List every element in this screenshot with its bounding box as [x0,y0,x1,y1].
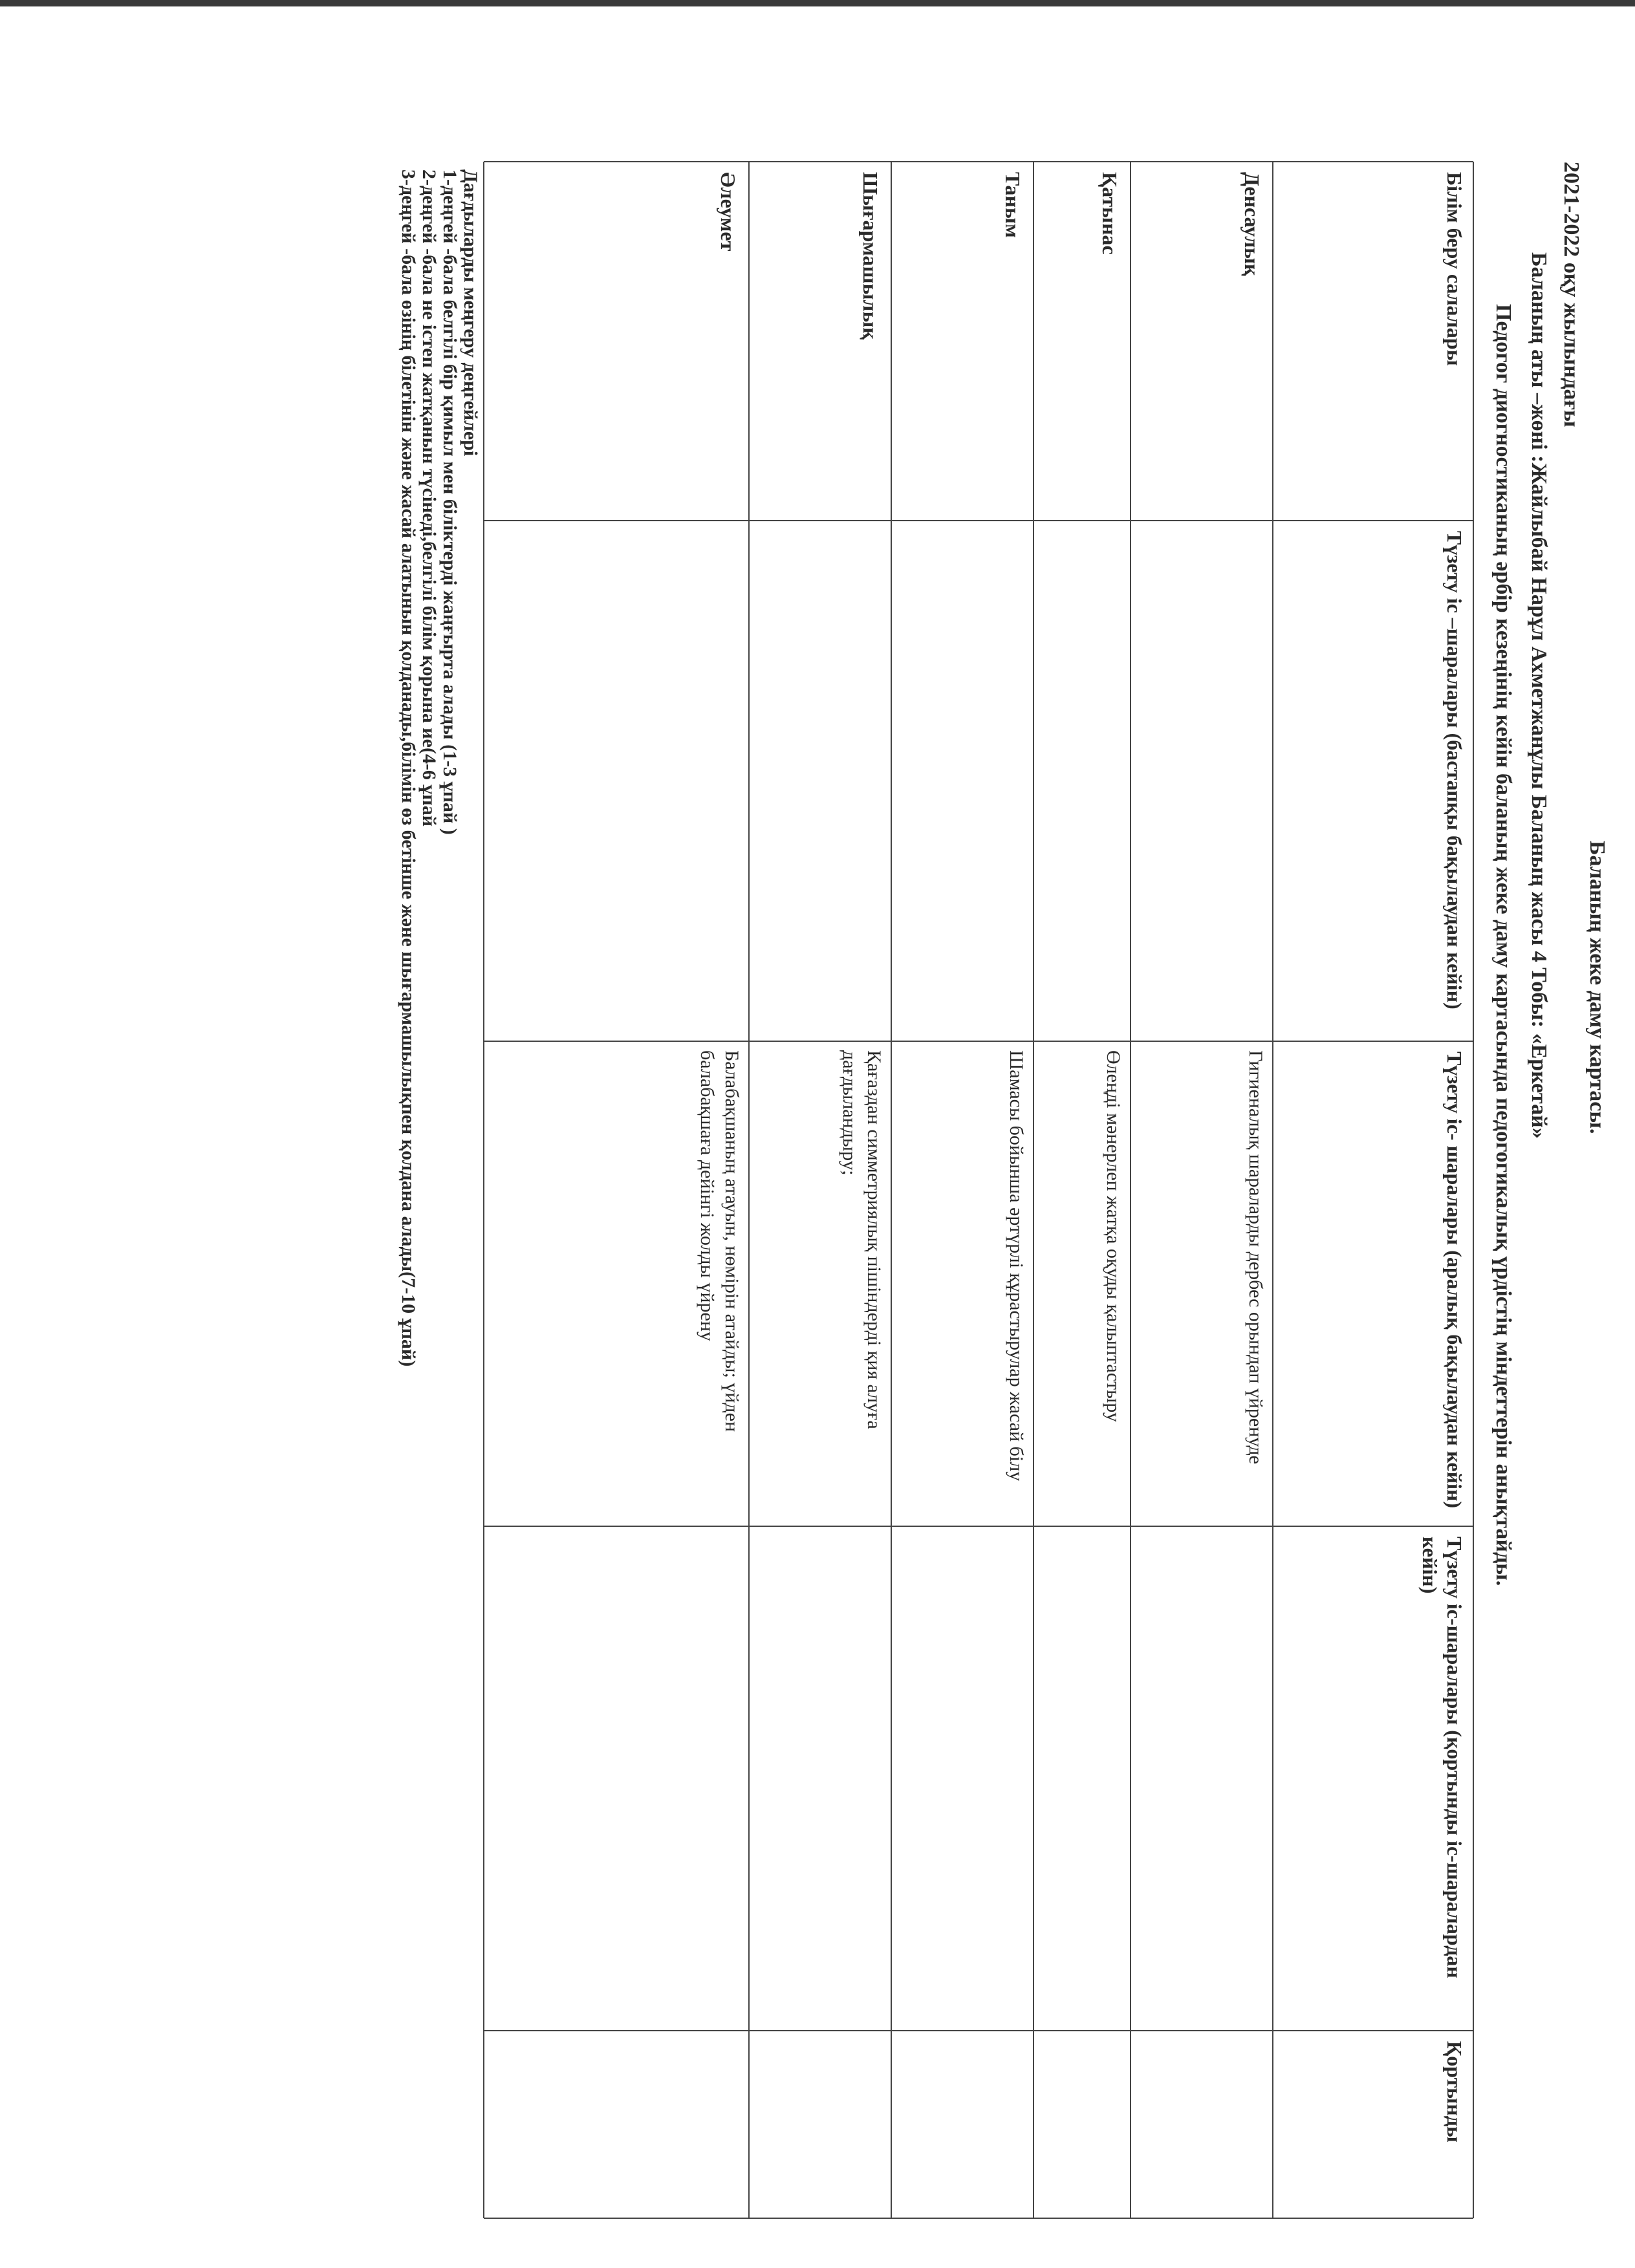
table-area-cell: Әлеумет [717,172,740,252]
table-cell [1131,1526,1273,2031]
table-header-cell: Білім беру салалары [1443,172,1466,366]
table-header-cell: Қортынды [1443,2041,1466,2143]
table-cell [1131,521,1273,1041]
document-title: Баланың жеке даму картасы. [1585,841,1609,1134]
table-cell [749,2031,891,2218]
academic-year: 2021-2022 оқу жылындағы [1559,162,1583,427]
table-area-cell: Таным [1001,172,1024,238]
table-header-cell: Түзету іс –шаралары (бастапқы бақылаудан кейін) [1443,531,1466,1010]
table-cell [891,2031,1034,2218]
note-level1: 1-деңгей -бала белгілі бір қимыл мен біліктерді жаңғырта алады (1-3 ұпай ) [439,169,460,835]
table-cell: Қағаздан симметриялық пішіндерді қия алуға дағдыландыру; [839,1050,885,1429]
development-table [484,162,1473,2218]
table-area-cell: Қатынас [1098,172,1121,255]
table-header-cell: Түзету іс- шаралары (аралық бақылаудан кейін) [1443,1052,1466,1509]
table-cell: Өлеңді мәнерлеп жатқа оқуды қалыптастыру [1103,1050,1124,1422]
child-info-line: Баланың аты –жөні :Жайлыбай Нарұл Ахметжанұлы Баланың жасы 4 Тобы: «Еркетай» [1527,252,1551,1139]
table-cell [484,521,749,1041]
table-cell [484,1526,749,2031]
skill-levels-notes [398,169,481,2226]
document-subtitle: Педогог диогностиканың әрбір кезеңінің кейін баланың жеке даму картасында педогогикалық үрдістің міндеттерін анықтайды. [1491,304,1515,1586]
note-level3: 3-деңгей -бала өзінің білетінін және жасай алатынын қолданады,білімін өз бетінше және шығармашылықпен қолдана алады(7-10 ұпай) [398,169,419,1367]
table-cell [1131,2031,1273,2218]
note-level2: 2-деңгей -бала не істеп жатқанын түсінеді,белгілі білім қорына ие(4-6 ұпай [418,169,440,827]
table-cell [1034,1526,1131,2031]
table-cell [484,2031,749,2218]
table-cell [891,1526,1034,2031]
table-cell [749,1526,891,2031]
table-area-cell: Шығармашылық [859,172,882,340]
table-header-cell: Түзету іс-шаралары (қортынды іс-шаралардан кейін) [1418,1537,1466,1978]
note-heading: Дағдыларды меңгеру деңгейлері [460,169,481,457]
table-cell [1034,521,1131,1041]
table-cell [891,521,1034,1041]
table-cell [749,521,891,1041]
table-cell [1034,2031,1131,2218]
table-cell: Балабақшаның атауын, нөмірін атайды; үйден балабақшаға дейінгі жолды үйрену [697,1050,742,1432]
table-cell: Гигиеналық шараларды дербес орындап үйренуде [1245,1050,1266,1464]
table-area-cell: Денсаулық [1240,172,1264,276]
table-cell: Шамасы бойынша әртүрлі құрастырулар жасай білу [1006,1050,1027,1482]
